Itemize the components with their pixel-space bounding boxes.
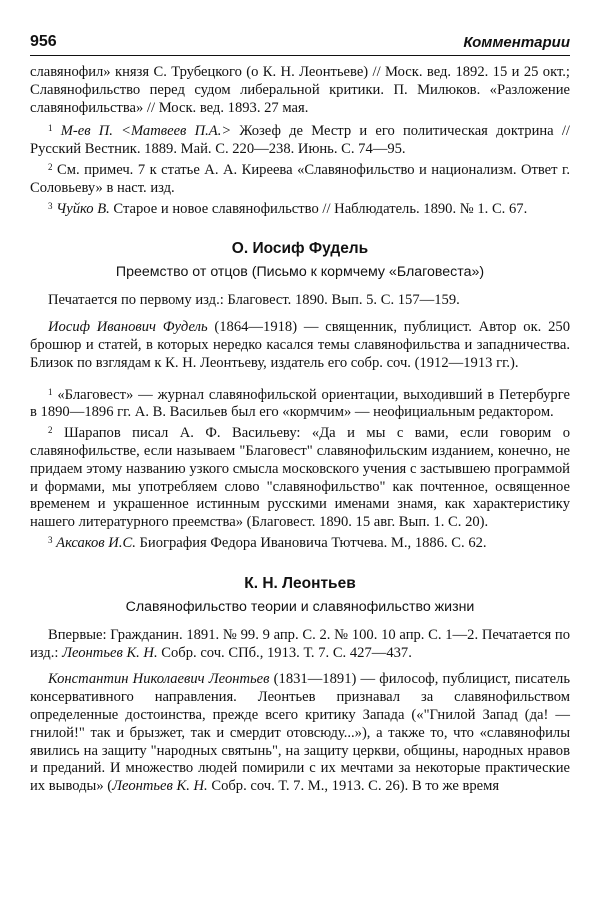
section-subtitle-fudel: Преемство от отцов (Письмо к кормчему «Благовеста») (115, 264, 485, 281)
note: $^1$ М-ев П. <Матвеев П.А.> Жозеф де Местр и его политическая доктрина // Русский Вестник. 1889. Май. С. 220—238. Июнь. С. 74—95. (30, 123, 570, 158)
continued-paragraph: славянофил» князя С. Трубецкого (о К. Н. Леонтьеве) // Моск. вед. 1892. 15 и 25 окт.; Славянофильство перед судом либеральной критики. П. Милюков. «Разложение славянофильства» // Моск. вед. 1893. 27 мая. (30, 64, 570, 116)
section-heading-leontiev: К. Н. Леонтьев (244, 574, 356, 592)
notes-top (30, 123, 570, 218)
note: $^2$ Шарапов писал А. Ф. Васильеву: «Да и мы с вами, если говорим о славянофильстве, если называем "Благовест" славянофильским изданием, конечно, не придаем этому названию узкого смысла московского учения с застывшею программой и формами, мы употребляем слово "славянофильство" как почтенное, освященное временем и украшенное истинным русскими именами знамя, как характеристику нашего литературного преемства» (Благовест. 1890. 15 авг. Вып. 1. С. 20). (30, 425, 570, 531)
source-line: Впервые: Гражданин. 1891. № 99. 9 апр. С. 2. № 100. 10 апр. С. 1—2. Печатается по изд.: Леонтьев К. Н. Собр. соч. СПб., 1913. Т. 7. С. 427—437. (30, 626, 570, 661)
notes-fudel (30, 387, 570, 553)
bio-paragraph: Константин Николаевич Леонтьев (1831—1891) — философ, публицист, писатель консервативного направления. Леонтьев признавал за славянофильством определенные достоинства, прежде всего критику Запада («"Гнилой Запад (да! — гнилой!" так и брызжет, так и смердит отовсюду...»), а также то, что «славянофилы явились на защиту "народных святынь", на защиту церкви, общины, народных нравов и преданий. И множество людей помирили с их мечтами за некоторые практические их выводы» (Леонтьев К. Н. Собр. соч. Т. 7. М., 1913. С. 26). В то же время (30, 671, 570, 795)
section-title: Комментарии (463, 34, 570, 51)
section-subtitle-leontiev: Славянофильство теории и славянофильство жизни (125, 598, 475, 615)
section-heading-fudel: О. Иосиф Фудель (231, 240, 369, 258)
running-header (30, 33, 570, 56)
note: $^3$ Чуйко В. Старое и новое славянофильство // Наблюдатель. 1890. № 1. С. 67. (48, 200, 528, 217)
note: $^1$ «Благовест» — журнал славянофильской ориентации, выходивший в Петербурге в 1890—1896 гг. А. В. Васильев был его «кормчим» — неофициальным редактором. (30, 386, 570, 421)
page-number: 956 (30, 33, 57, 50)
note: $^2$ См. примеч. 7 к статье А. А. Киреева «Славянофильство и национализм. Ответ г. Соловьеву» в наст. изд. (30, 161, 570, 196)
page (30, 33, 570, 796)
note: $^3$ Аксаков И.С. Биография Федора Ивановича Тютчева. М., 1886. С. 62. (48, 534, 487, 551)
bio-paragraph: Иосиф Иванович Фудель (1864—1918) — священник, публицист. Автор ок. 250 брошюр и статей, в которых нередко касался темы славянофильства и западничества. Близок по взглядам к К. Н. Леонтьеву, издатель его собр. соч. (1912—1913 гг.). (30, 319, 570, 371)
source-line: Печатается по первому изд.: Благовест. 1890. Вып. 5. С. 157—159. (48, 292, 460, 309)
